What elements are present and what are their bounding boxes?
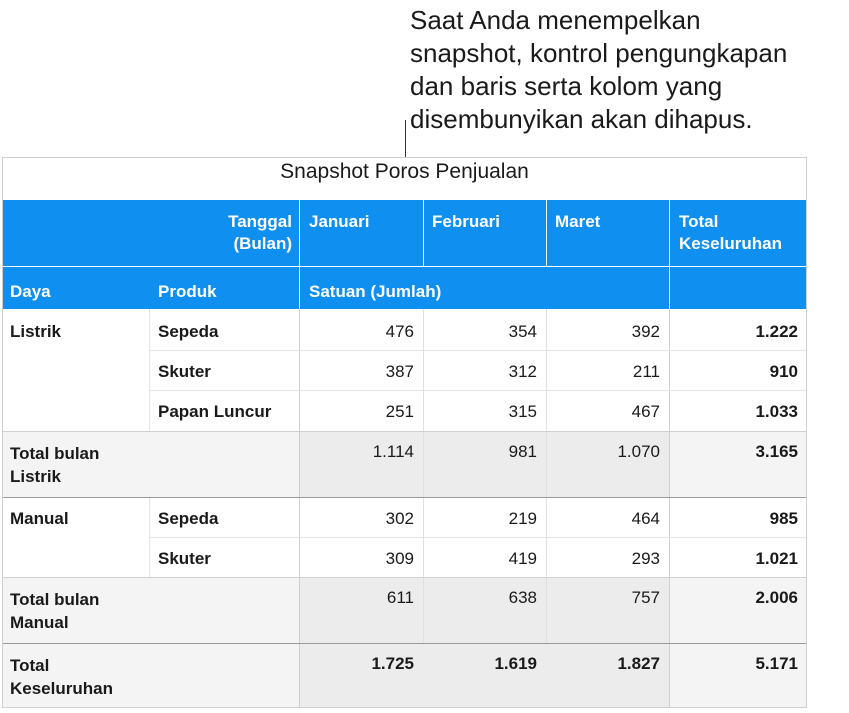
header-month-mar: Maret xyxy=(555,212,601,231)
header-month-jan: Januari xyxy=(309,212,370,231)
grand-total-value: 1.619 xyxy=(494,654,537,673)
grid-line xyxy=(3,431,806,432)
subtotal-label-line2: Manual xyxy=(10,613,69,632)
header-units: Satuan (Jumlah) xyxy=(309,282,442,301)
row-product: Skuter xyxy=(158,362,211,381)
row-product: Papan Luncur xyxy=(158,402,272,421)
grid-line xyxy=(669,309,670,707)
subtotal-label-line2: Listrik xyxy=(10,467,62,486)
header-month-feb: Februari xyxy=(432,212,501,231)
subtotal-label-manual xyxy=(10,588,99,634)
row-value: 464 xyxy=(631,509,660,528)
header-date-label-line2: (Bulan) xyxy=(233,234,292,253)
subtotal-total: 2.006 xyxy=(755,588,798,607)
grid-line xyxy=(423,309,424,643)
subtotal-total: 3.165 xyxy=(755,442,798,461)
row-value: 354 xyxy=(508,322,537,341)
header-grand-total xyxy=(679,211,782,255)
row-value: 251 xyxy=(385,402,414,421)
group-label-listrik: Listrik xyxy=(10,322,62,341)
header-produk: Produk xyxy=(158,282,217,301)
grid-line xyxy=(149,537,806,538)
grid-line xyxy=(3,643,806,644)
callout-line-2: snapshot, kontrol pengungkapan xyxy=(410,38,788,68)
subtotal-manual-bg xyxy=(300,577,670,643)
subtotal-listrik-bg xyxy=(300,431,670,497)
grand-total-label xyxy=(10,654,113,700)
row-total: 1.222 xyxy=(755,322,798,341)
row-value: 387 xyxy=(385,362,414,381)
grid-line xyxy=(299,309,300,707)
grid-line xyxy=(3,497,806,498)
grand-total-total: 5.171 xyxy=(755,654,798,673)
subtotal-value: 1.070 xyxy=(617,442,660,461)
subtotal-label-line1: Total bulan xyxy=(10,590,100,609)
row-total: 985 xyxy=(769,509,798,528)
row-total: 1.021 xyxy=(755,549,798,568)
callout-line-1: Saat Anda menempelkan xyxy=(410,5,701,35)
grand-total-total-bg xyxy=(670,643,806,707)
row-total: 910 xyxy=(769,362,798,381)
callout-text xyxy=(410,4,846,136)
header-divider xyxy=(3,266,806,267)
header-divider xyxy=(299,200,300,309)
table-title: Snapshot Poros Penjualan xyxy=(280,160,529,183)
grand-total-value: 1.725 xyxy=(371,654,414,673)
grand-total-bg xyxy=(300,643,670,707)
row-product: Sepeda xyxy=(158,322,219,341)
subtotal-value: 611 xyxy=(386,588,414,607)
row-value: 467 xyxy=(631,402,660,421)
row-value: 419 xyxy=(508,549,537,568)
subtotal-listrik-total-bg xyxy=(670,431,806,497)
header-divider xyxy=(669,200,670,309)
row-value: 476 xyxy=(385,322,414,341)
row-value: 312 xyxy=(508,362,537,381)
group-label-manual: Manual xyxy=(10,509,69,528)
callout-line-3: dan baris serta kolom yang xyxy=(410,71,723,101)
grid-line xyxy=(149,350,806,351)
subtotal-value: 638 xyxy=(508,588,537,607)
grand-total-value: 1.827 xyxy=(617,654,660,673)
row-value: 315 xyxy=(508,402,537,421)
header-grand-total-line1: Total xyxy=(679,212,719,231)
header-daya: Daya xyxy=(10,282,51,301)
header-date-label xyxy=(3,211,292,255)
row-value: 309 xyxy=(385,549,414,568)
subtotal-label-listrik xyxy=(10,442,99,488)
grand-total-label-line1: Total xyxy=(10,656,50,675)
grid-line xyxy=(149,309,150,431)
subtotal-value: 757 xyxy=(631,588,660,607)
subtotal-manual-total-bg xyxy=(670,577,806,643)
header-divider xyxy=(546,200,547,266)
subtotal-label-line1: Total bulan xyxy=(10,444,100,463)
grand-total-label-line2: Keseluruhan xyxy=(10,679,113,698)
callout-leader-line xyxy=(405,120,406,157)
pivot-snapshot-table xyxy=(2,157,807,708)
row-product: Skuter xyxy=(158,549,211,568)
header-divider xyxy=(423,200,424,266)
row-total: 1.033 xyxy=(755,402,798,421)
row-value: 392 xyxy=(631,322,660,341)
grid-line xyxy=(546,309,547,643)
grid-line xyxy=(149,390,806,391)
row-value: 219 xyxy=(508,509,537,528)
grid-line xyxy=(3,577,806,578)
row-value: 302 xyxy=(385,509,414,528)
row-value: 211 xyxy=(632,362,660,381)
subtotal-value: 1.114 xyxy=(372,442,414,461)
callout-line-4: disembunyikan akan dihapus. xyxy=(410,104,753,134)
row-product: Sepeda xyxy=(158,509,219,528)
row-value: 293 xyxy=(631,549,660,568)
subtotal-value: 981 xyxy=(508,442,537,461)
header-date-label-line1: Tanggal xyxy=(228,212,292,231)
header-grand-total-line2: Keseluruhan xyxy=(679,234,782,253)
